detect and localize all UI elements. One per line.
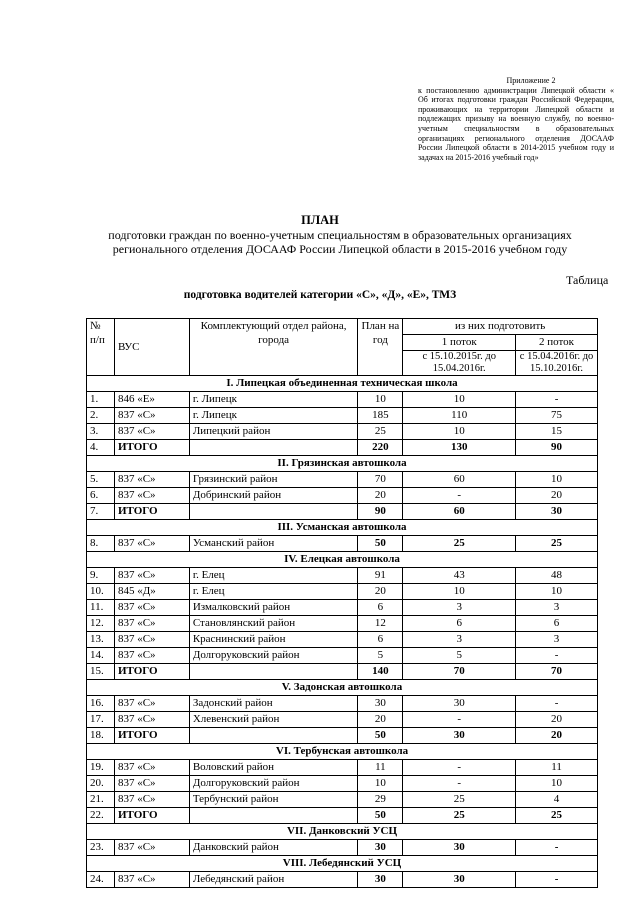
row-stream-2: - xyxy=(516,648,598,664)
row-vus: 837 «С» xyxy=(114,568,189,584)
row-stream-1: 130 xyxy=(403,440,516,456)
row-district: г. Липецк xyxy=(189,392,358,408)
row-plan: 6 xyxy=(358,600,403,616)
row-number: 9. xyxy=(87,568,115,584)
row-vus: 846 «Е» xyxy=(114,392,189,408)
row-plan: 50 xyxy=(358,728,403,744)
row-plan: 10 xyxy=(358,392,403,408)
row-number: 6. xyxy=(87,488,115,504)
total-row xyxy=(87,440,598,456)
row-vus: 837 «С» xyxy=(114,616,189,632)
row-plan: 220 xyxy=(358,440,403,456)
row-number: 12. xyxy=(87,616,115,632)
row-stream-2: - xyxy=(516,392,598,408)
table-row xyxy=(87,568,598,584)
header-plan: План на год xyxy=(358,319,403,376)
row-number: 17. xyxy=(87,712,115,728)
table-row xyxy=(87,472,598,488)
row-plan: 30 xyxy=(358,696,403,712)
row-vus: 837 «С» xyxy=(114,760,189,776)
total-row xyxy=(87,728,598,744)
row-plan: 20 xyxy=(358,488,403,504)
row-district: Усманский район xyxy=(189,536,358,552)
row-stream-2: 11 xyxy=(516,760,598,776)
row-district: г. Елец xyxy=(189,568,358,584)
section-title: V. Задонская автошкола xyxy=(87,680,598,696)
row-plan: 20 xyxy=(358,712,403,728)
row-vus: 837 «С» xyxy=(114,536,189,552)
row-stream-1: 30 xyxy=(403,696,516,712)
table-row xyxy=(87,600,598,616)
row-stream-2: 25 xyxy=(516,808,598,824)
table-row xyxy=(87,760,598,776)
appendix-head: Приложение 2 xyxy=(506,76,556,85)
row-number: 1. xyxy=(87,392,115,408)
row-number: 16. xyxy=(87,696,115,712)
row-plan: 50 xyxy=(358,808,403,824)
row-stream-1: 70 xyxy=(403,664,516,680)
total-row xyxy=(87,504,598,520)
row-stream-2: 70 xyxy=(516,664,598,680)
row-number: 3. xyxy=(87,424,115,440)
row-vus: 837 «С» xyxy=(114,424,189,440)
row-district xyxy=(189,440,358,456)
row-stream-1: 3 xyxy=(403,632,516,648)
row-vus: ИТОГО xyxy=(114,440,189,456)
row-plan: 5 xyxy=(358,648,403,664)
row-vus: 837 «С» xyxy=(114,408,189,424)
row-plan: 12 xyxy=(358,616,403,632)
row-number: 2. xyxy=(87,408,115,424)
row-plan: 91 xyxy=(358,568,403,584)
row-stream-2: - xyxy=(516,872,598,888)
row-number: 8. xyxy=(87,536,115,552)
row-plan: 11 xyxy=(358,760,403,776)
section-row xyxy=(87,680,598,696)
row-stream-1: 25 xyxy=(403,808,516,824)
row-plan: 20 xyxy=(358,584,403,600)
row-stream-2: 20 xyxy=(516,728,598,744)
row-stream-1: 10 xyxy=(403,424,516,440)
row-stream-1: 30 xyxy=(403,728,516,744)
row-plan: 30 xyxy=(358,840,403,856)
row-vus: 837 «С» xyxy=(114,696,189,712)
row-stream-2: 10 xyxy=(516,776,598,792)
total-row xyxy=(87,664,598,680)
table-row xyxy=(87,616,598,632)
row-district: г. Липецк xyxy=(189,408,358,424)
row-stream-1: - xyxy=(403,488,516,504)
row-plan: 185 xyxy=(358,408,403,424)
row-district: Краснинский район xyxy=(189,632,358,648)
table-row xyxy=(87,392,598,408)
section-title: II. Грязинская автошкола xyxy=(87,456,598,472)
plan-table xyxy=(86,318,598,888)
row-district xyxy=(189,728,358,744)
header-vus: ВУС xyxy=(114,319,189,376)
row-number: 13. xyxy=(87,632,115,648)
table-row xyxy=(87,424,598,440)
row-number: 15. xyxy=(87,664,115,680)
row-stream-2: 10 xyxy=(516,472,598,488)
section-row xyxy=(87,376,598,392)
row-vus: 837 «С» xyxy=(114,712,189,728)
row-district: Измалковский район xyxy=(189,600,358,616)
row-number: 22. xyxy=(87,808,115,824)
row-number: 24. xyxy=(87,872,115,888)
section-row xyxy=(87,744,598,760)
row-stream-2: 90 xyxy=(516,440,598,456)
table-row xyxy=(87,408,598,424)
row-number: 18. xyxy=(87,728,115,744)
table-row xyxy=(87,776,598,792)
row-district: Лебедянский район xyxy=(189,872,358,888)
header-row xyxy=(87,319,598,335)
row-vus: ИТОГО xyxy=(114,728,189,744)
row-district: Воловский район xyxy=(189,760,358,776)
table-row xyxy=(87,792,598,808)
row-plan: 90 xyxy=(358,504,403,520)
row-number: 20. xyxy=(87,776,115,792)
row-number: 21. xyxy=(87,792,115,808)
table-row xyxy=(87,712,598,728)
header-district: Комплектующий отдел района, города xyxy=(189,319,358,376)
section-row xyxy=(87,856,598,872)
row-stream-2: 10 xyxy=(516,584,598,600)
row-number: 10. xyxy=(87,584,115,600)
row-vus: ИТОГО xyxy=(114,808,189,824)
row-number: 23. xyxy=(87,840,115,856)
header-dates-1: с 15.10.2015г. до 15.04.2016г. xyxy=(403,351,516,376)
row-stream-1: 60 xyxy=(403,472,516,488)
row-vus: 837 «С» xyxy=(114,872,189,888)
plan-table-body xyxy=(87,319,598,888)
section-row xyxy=(87,552,598,568)
subtitle-line-2: регионального отделения ДОСААФ России Липецкой области в 2015-2016 учебном году xyxy=(112,242,568,256)
row-plan: 29 xyxy=(358,792,403,808)
row-stream-2: - xyxy=(516,840,598,856)
row-stream-2: 30 xyxy=(516,504,598,520)
header-num: № п/п xyxy=(87,319,115,376)
row-stream-1: 30 xyxy=(403,872,516,888)
header-dates-2: с 15.04.2016г. до 15.10.2016г. xyxy=(516,351,598,376)
table-row xyxy=(87,840,598,856)
row-stream-2: 75 xyxy=(516,408,598,424)
page-subtitle xyxy=(60,228,620,256)
table-label: Таблица xyxy=(566,273,609,287)
row-district: Хлевенский район xyxy=(189,712,358,728)
row-stream-2: 48 xyxy=(516,568,598,584)
row-district xyxy=(189,664,358,680)
row-vus: 837 «С» xyxy=(114,632,189,648)
section-row xyxy=(87,824,598,840)
section-title: VI. Тербунская автошкола xyxy=(87,744,598,760)
row-stream-1: - xyxy=(403,760,516,776)
row-stream-1: 25 xyxy=(403,536,516,552)
row-district: Долгоруковский район xyxy=(189,648,358,664)
row-stream-1: - xyxy=(403,776,516,792)
section-title: I. Липецкая объединенная техническая школа xyxy=(87,376,598,392)
row-district: Данковский район xyxy=(189,840,358,856)
row-stream-1: - xyxy=(403,712,516,728)
row-stream-1: 25 xyxy=(403,792,516,808)
section-title: VIII. Лебедянский УСЦ xyxy=(87,856,598,872)
row-vus: 837 «С» xyxy=(114,472,189,488)
row-stream-2: 20 xyxy=(516,712,598,728)
section-title: III. Усманская автошкола xyxy=(87,520,598,536)
row-number: 19. xyxy=(87,760,115,776)
row-vus: ИТОГО xyxy=(114,664,189,680)
table-caption: подготовка водителей категории «С», «Д», «Е», ТМЗ xyxy=(183,289,457,301)
table-row xyxy=(87,536,598,552)
row-district: Тербунский район xyxy=(189,792,358,808)
row-stream-1: 6 xyxy=(403,616,516,632)
row-district xyxy=(189,504,358,520)
table-row xyxy=(87,648,598,664)
row-plan: 30 xyxy=(358,872,403,888)
section-row xyxy=(87,520,598,536)
row-district: Долгоруковский район xyxy=(189,776,358,792)
row-plan: 10 xyxy=(358,776,403,792)
table-row xyxy=(87,488,598,504)
row-stream-1: 10 xyxy=(403,392,516,408)
row-district: Становлянский район xyxy=(189,616,358,632)
total-row xyxy=(87,808,598,824)
row-number: 5. xyxy=(87,472,115,488)
row-stream-1: 3 xyxy=(403,600,516,616)
row-district: Грязинский район xyxy=(189,472,358,488)
row-vus: 837 «С» xyxy=(114,840,189,856)
row-vus: 837 «С» xyxy=(114,648,189,664)
page-title: ПЛАН xyxy=(301,213,339,227)
row-number: 11. xyxy=(87,600,115,616)
row-vus: ИТОГО xyxy=(114,504,189,520)
table-row xyxy=(87,696,598,712)
row-stream-2: 15 xyxy=(516,424,598,440)
row-vus: 845 «Д» xyxy=(114,584,189,600)
header-stream-1: 1 поток xyxy=(403,335,516,351)
row-stream-1: 60 xyxy=(403,504,516,520)
section-row xyxy=(87,456,598,472)
row-number: 7. xyxy=(87,504,115,520)
row-plan: 50 xyxy=(358,536,403,552)
row-stream-2: 4 xyxy=(516,792,598,808)
row-stream-1: 5 xyxy=(403,648,516,664)
row-plan: 140 xyxy=(358,664,403,680)
table-row xyxy=(87,584,598,600)
row-plan: 6 xyxy=(358,632,403,648)
header-of-them: из них подготовить xyxy=(403,319,598,335)
row-stream-2: 25 xyxy=(516,536,598,552)
row-number: 4. xyxy=(87,440,115,456)
row-vus: 837 «С» xyxy=(114,776,189,792)
row-stream-2: - xyxy=(516,696,598,712)
row-district: Липецкий район xyxy=(189,424,358,440)
table-row xyxy=(87,632,598,648)
row-stream-2: 6 xyxy=(516,616,598,632)
row-stream-1: 110 xyxy=(403,408,516,424)
header-stream-2: 2 поток xyxy=(516,335,598,351)
row-stream-1: 30 xyxy=(403,840,516,856)
table-row xyxy=(87,872,598,888)
row-number: 14. xyxy=(87,648,115,664)
section-title: IV. Елецкая автошкола xyxy=(87,552,598,568)
row-plan: 70 xyxy=(358,472,403,488)
row-vus: 837 «С» xyxy=(114,600,189,616)
section-title: VII. Данковский УСЦ xyxy=(87,824,598,840)
row-stream-1: 10 xyxy=(403,584,516,600)
row-stream-2: 3 xyxy=(516,632,598,648)
row-district: Задонский район xyxy=(189,696,358,712)
row-district: г. Елец xyxy=(189,584,358,600)
row-stream-2: 20 xyxy=(516,488,598,504)
row-district xyxy=(189,808,358,824)
row-stream-1: 43 xyxy=(403,568,516,584)
row-district: Добринский район xyxy=(189,488,358,504)
row-vus: 837 «С» xyxy=(114,792,189,808)
row-plan: 25 xyxy=(358,424,403,440)
appendix-text: к постановлению администрации Липецкой области « Об итогах подготовки граждан Российской Федерации, проживающих на территории Липецкой области и подлежащих призыву на военную службу, по военно-учетным специальностям в образовательных организациях регионального отделения ДОСААФ России Липецкой области в 2014-2015 учебном году и задачах на 2015-2016 учебный год» xyxy=(418,85,614,162)
row-vus: 837 «С» xyxy=(114,488,189,504)
appendix-note xyxy=(418,76,614,162)
subtitle-line-1: подготовки граждан по военно-учетным специальностям в образовательных организациях xyxy=(108,228,572,242)
row-stream-2: 3 xyxy=(516,600,598,616)
